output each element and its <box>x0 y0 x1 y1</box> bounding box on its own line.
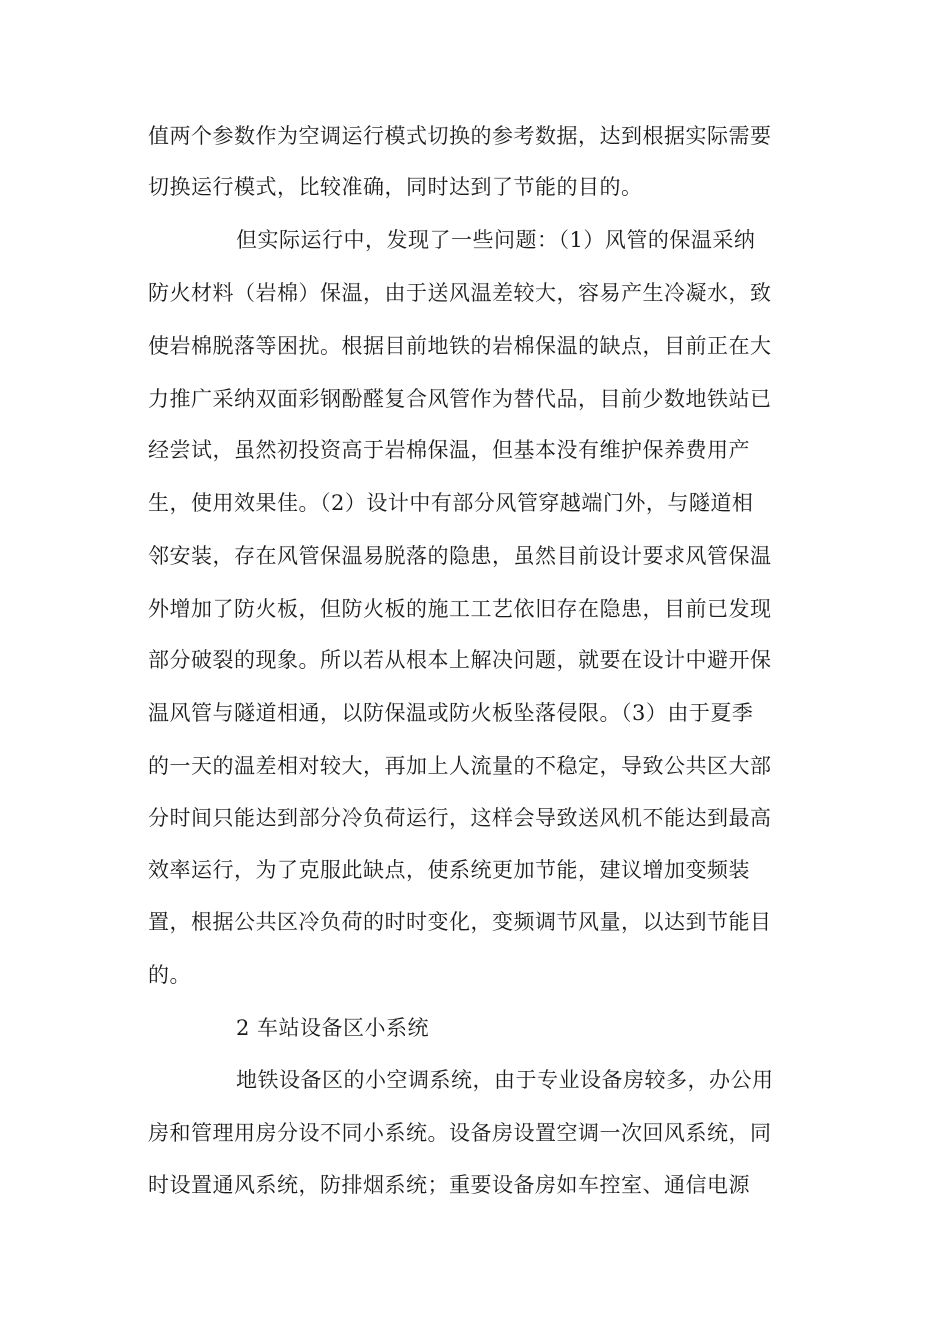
text-line: 力推广采纳双面彩钢酚醛复合风管作为替代品，目前少数地铁站已 <box>148 387 772 411</box>
text-line: 分时间只能达到部分冷负荷运行，这样会导致送风机不能达到最高 <box>148 806 772 830</box>
text-line: 使岩棉脱落等困扰。根据目前地铁的岩棉保温的缺点，目前正在大 <box>148 334 772 358</box>
paragraph-start-line: 但实际运行中，发现了一些问题：（1）风管的保温采纳 <box>236 228 756 252</box>
text-line: 部分破裂的现象。所以若从根本上解决问题，就要在设计中避开保 <box>148 648 772 672</box>
text-line: 时设置通风系统，防排烟系统；重要设备房如车控室、通信电源 <box>148 1173 750 1197</box>
text-line: 防火材料（岩棉）保温，由于送风温差较大，容易产生冷凝水，致 <box>148 281 772 305</box>
paragraph-start-line: 地铁设备区的小空调系统，由于专业设备房较多，办公用 <box>236 1068 774 1092</box>
text-line: 效率运行，为了克服此缺点，使系统更加节能，建议增加变频装 <box>148 858 750 882</box>
text-line: 经尝试，虽然初投资高于岩棉保温，但基本没有维护保养费用产 <box>148 438 750 462</box>
section-heading: 2 车站设备区小系统 <box>236 1016 430 1040</box>
text-line: 的一天的温差相对较大，再加上人流量的不稳定，导致公共区大部 <box>148 754 772 778</box>
text-line: 温风管与隧道相通，以防保温或防火板坠落侵限。（3）由于夏季 <box>148 701 754 725</box>
text-line: 邻安装，存在风管保温易脱落的隐患，虽然目前设计要求风管保温 <box>148 544 772 568</box>
text-line: 房和管理用房分设不同小系统。设备房设置空调一次回风系统，同 <box>148 1121 772 1145</box>
text-line: 生，使用效果佳。（2）设计中有部分风管穿越端门外，与隧道相 <box>148 491 754 515</box>
text-line: 置，根据公共区冷负荷的时时变化，变频调节风量，以达到节能目 <box>148 910 772 934</box>
text-line: 值两个参数作为空调运行模式切换的参考数据，达到根据实际需要 <box>148 124 772 148</box>
text-line: 的。 <box>148 963 191 987</box>
text-line: 外增加了防火板，但防火板的施工工艺依旧存在隐患，目前已发现 <box>148 597 772 621</box>
text-line: 切换运行模式，比较准确，同时达到了节能的目的。 <box>148 175 643 199</box>
